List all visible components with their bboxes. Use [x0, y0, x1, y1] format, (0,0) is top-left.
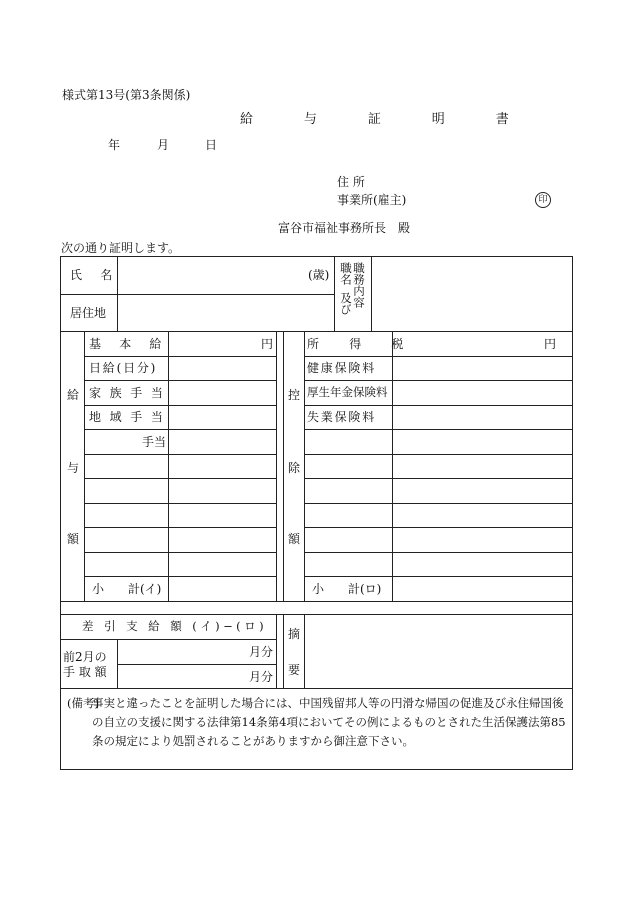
deduction-subtotal: 小 計(ロ) [312, 582, 382, 596]
job-and-label: 及び [339, 292, 353, 315]
salary-section-char-3: 額 [67, 532, 80, 546]
note-label: (備考) [67, 696, 99, 710]
prev-two-months-label: 前2月の [63, 650, 107, 664]
salary-basic-unit: 円 [261, 337, 274, 351]
take-home-label: 手 取 額 [63, 665, 107, 679]
salary-section-char-2: 与 [67, 461, 80, 475]
deduction-item-health: 健康保険料 [307, 361, 377, 375]
month-unit-1: 月分 [249, 645, 274, 659]
salary-section-char-1: 給 [67, 388, 80, 402]
deduction-section-char-3: 額 [288, 532, 301, 546]
note-text: 事実と違ったことを証明した場合には、中国残留邦人等の円滑な帰国の促進及び永住帰国後の自立の支援に関する法律第14条第4項においてその例によるものとされた生活保護法第85条の規定により処罰されることがありますから御注意下さい。 [92, 696, 566, 748]
month-unit-2: 月分 [249, 670, 274, 684]
document-title: 給 与 証 明 書 [240, 112, 533, 127]
salary-item-daily: 日給(日分) [89, 361, 158, 375]
salary-item-family: 家 族 手 当 [89, 386, 166, 400]
deduction-item-income-tax: 所 得 税 [307, 337, 417, 351]
deduction-section-char-1: 控 [288, 388, 301, 402]
remarks-char-1: 摘 [288, 627, 301, 641]
job-title-label: 職名 [339, 262, 353, 285]
salary-item-basic: 基 本 給 [89, 337, 169, 351]
job-duty-label: 職務内容 [352, 262, 366, 308]
date-day-label: 日 [205, 138, 218, 152]
name-label: 氏 名 [70, 268, 120, 282]
salary-item-regional: 地 域 手 当 [89, 410, 166, 424]
address-label: 住 所 [337, 175, 365, 189]
net-pay-label: 差 引 支 給 額 (イ)−(ロ) [82, 619, 268, 633]
residence-label: 居住地 [70, 306, 107, 320]
deduction-section-char-2: 除 [288, 461, 301, 475]
salary-subtotal: 小 計(イ) [92, 582, 162, 596]
intro-text: 次の通り証明します。 [61, 241, 181, 255]
date-month-label: 月 [157, 138, 170, 152]
certificate-table [60, 256, 573, 770]
remarks-char-2: 要 [288, 663, 301, 677]
employer-label: 事業所(雇主) [337, 193, 407, 207]
addressee: 富谷市福祉事務所長 殿 [278, 221, 411, 235]
deduction-item-pension: 厚生年金保険料 [307, 385, 388, 399]
age-label: (歳) [308, 268, 330, 282]
seal-mark: 印 [535, 192, 551, 208]
deduction-tax-unit: 円 [544, 337, 557, 351]
form-number: 様式第13号(第3条関係) [62, 88, 191, 102]
salary-item-other: 手当 [142, 435, 167, 449]
date-year-label: 年 [108, 138, 121, 152]
deduction-item-unemployment: 失業保険料 [307, 410, 377, 424]
